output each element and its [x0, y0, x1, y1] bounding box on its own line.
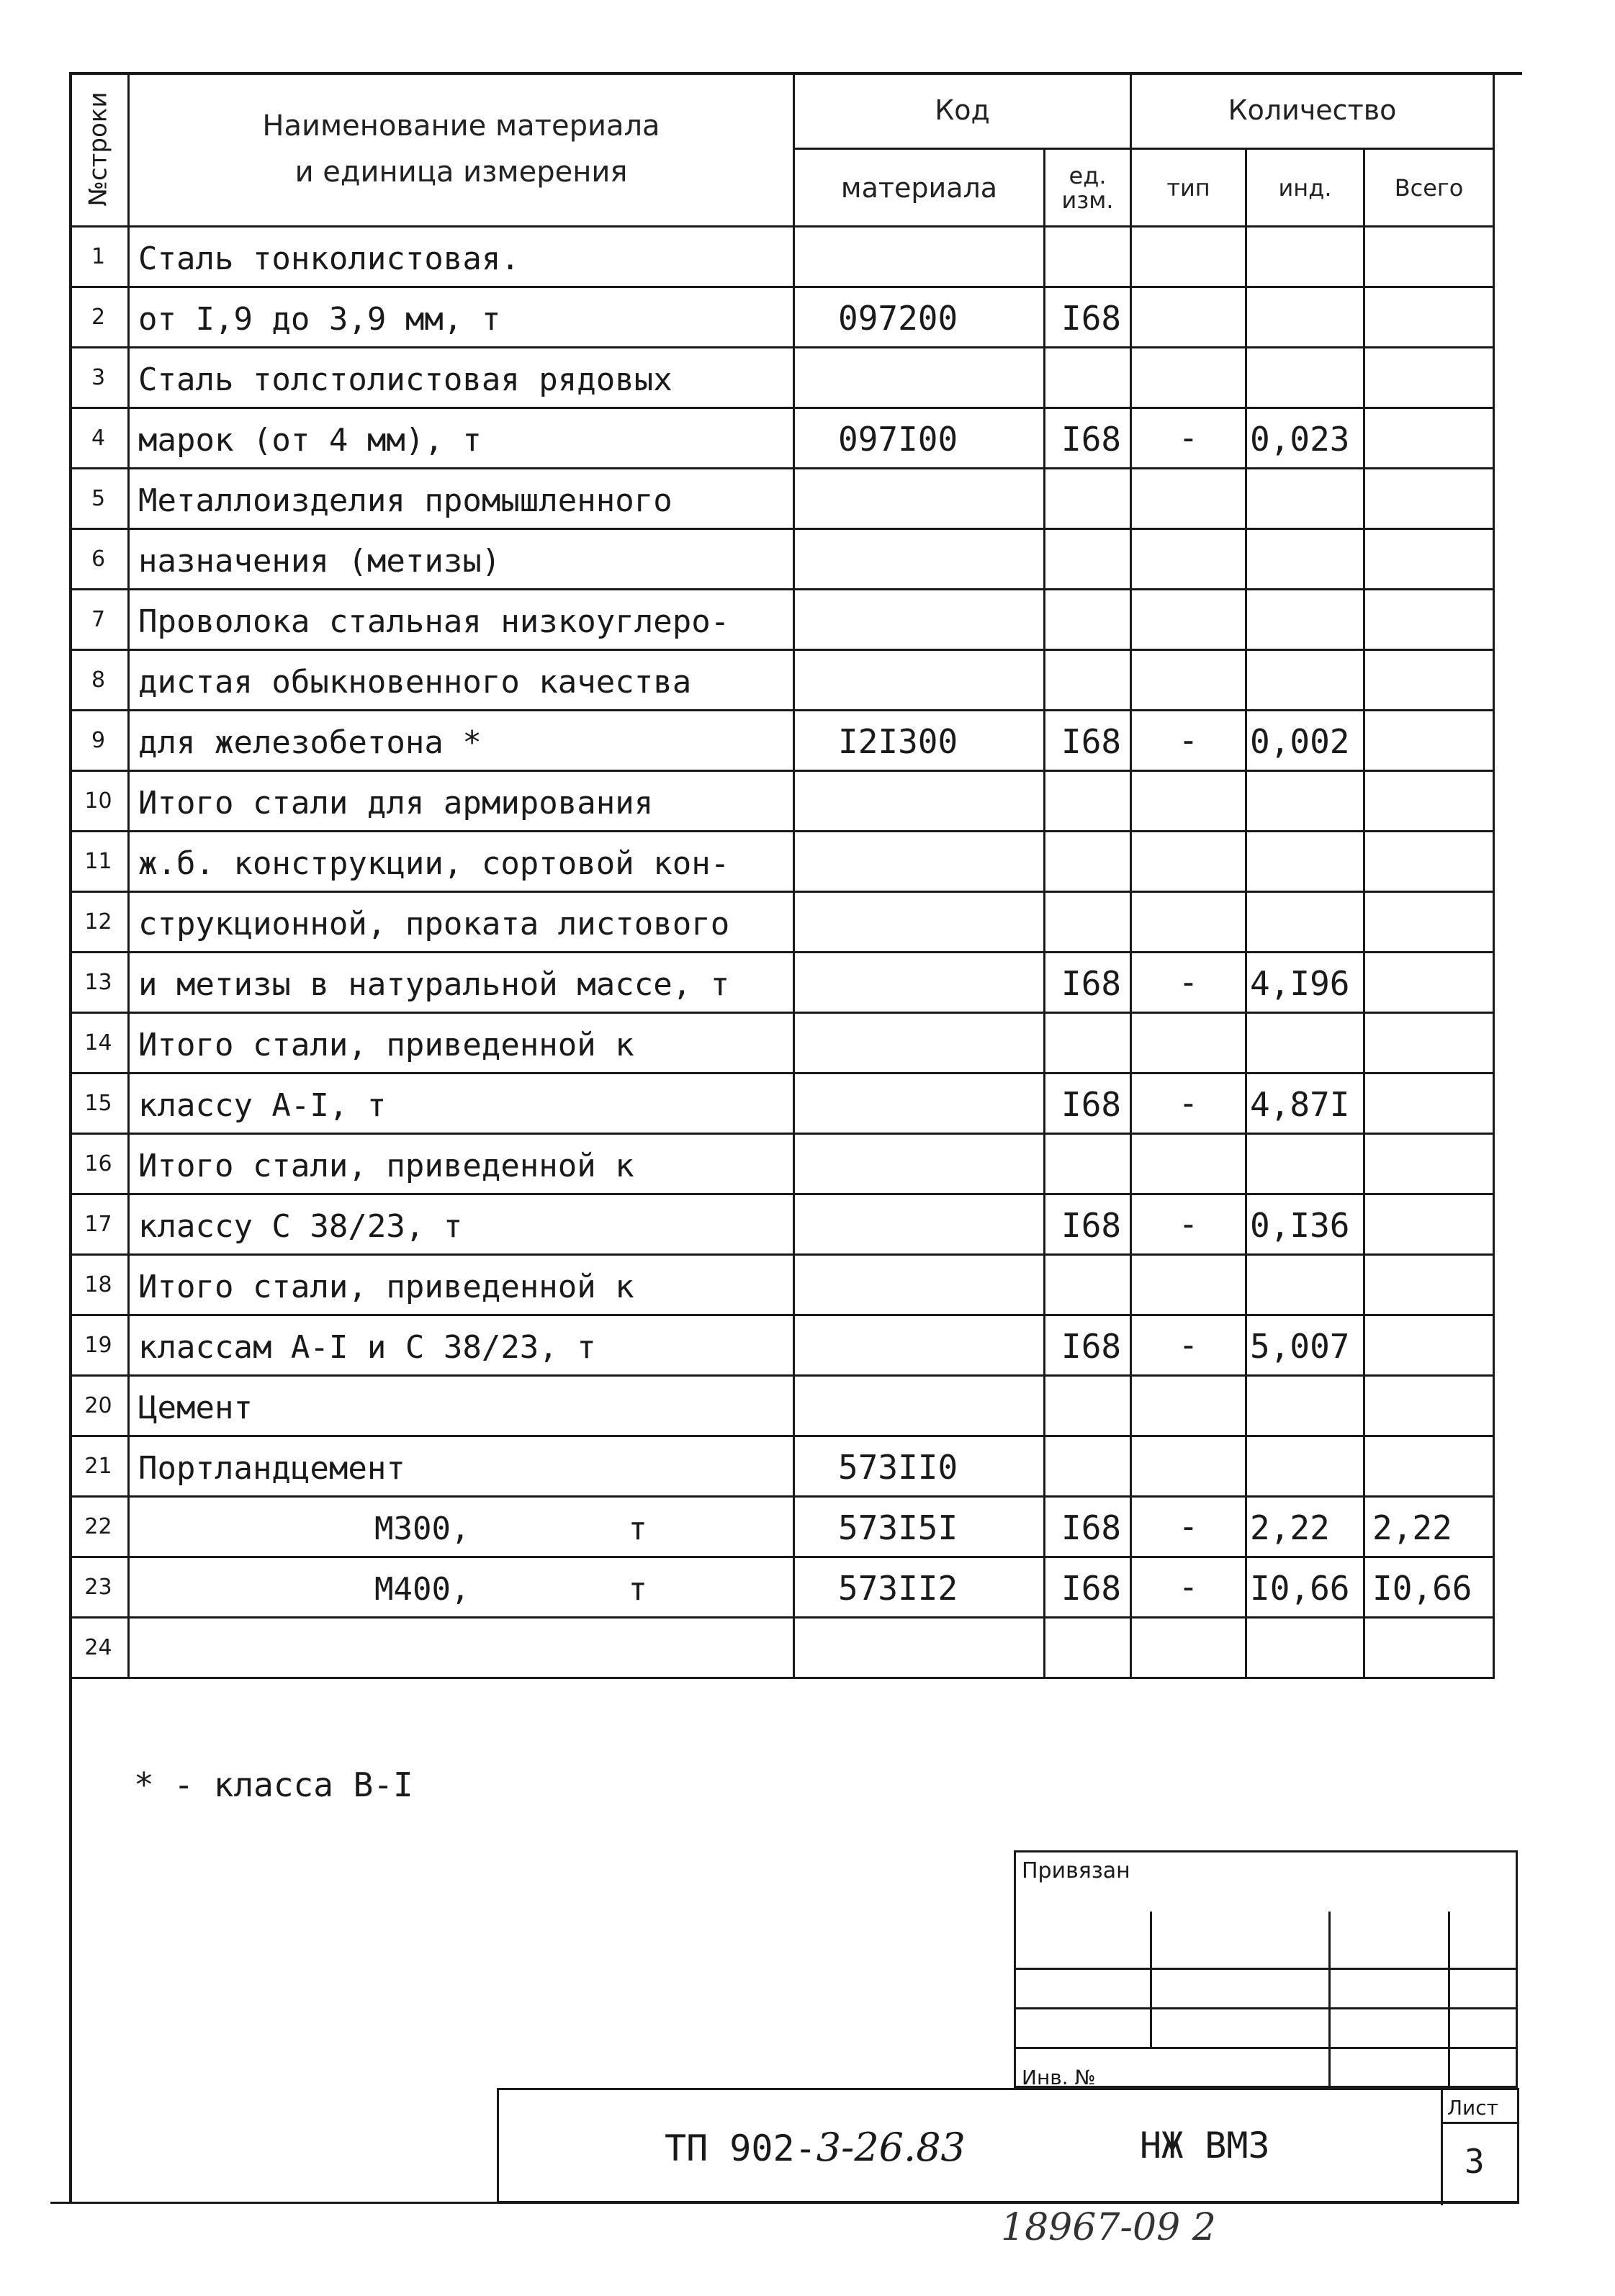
quantity-total [1365, 832, 1495, 893]
quantity-type [1132, 288, 1247, 348]
stamp-divider [1150, 1912, 1152, 2047]
material-name-text: классу А-I, т [138, 1087, 387, 1124]
material-name-text: Итого стали, приведенной к [138, 1148, 634, 1184]
material-name [130, 288, 795, 348]
material-name-text: Проволока стальная низкоуглеро- [138, 603, 730, 640]
quantity-type [1132, 832, 1247, 893]
material-name-text: от I,9 до 3,9 мм, т [138, 301, 501, 338]
unit-code [1045, 590, 1132, 651]
material-name [130, 1195, 795, 1256]
row-number: 17 [69, 1195, 130, 1256]
quantity-type [1132, 590, 1247, 651]
material-code: 573I5I [795, 1498, 1045, 1558]
material-code [795, 1074, 1045, 1135]
quantity-total [1365, 590, 1495, 651]
quantity-type: - [1132, 711, 1247, 772]
frame-bottom-border [50, 2202, 1519, 2204]
quantity-total [1365, 772, 1495, 832]
binding-stamp [1014, 1850, 1518, 2088]
material-code [795, 832, 1045, 893]
material-name-text: Итого стали, приведенной к [138, 1269, 634, 1305]
quantity-total [1365, 1377, 1495, 1437]
unit-code [1045, 469, 1132, 530]
stamp-inv-label: Инв. № [1022, 2066, 1096, 2089]
quantity-total [1365, 1135, 1495, 1195]
material-code [795, 348, 1045, 409]
quantity-type [1132, 228, 1247, 288]
material-name-text: Итого стали, приведенной к [138, 1027, 634, 1063]
row-number: 1 [69, 228, 130, 288]
material-code [795, 530, 1045, 590]
material-code: 573II0 [795, 1437, 1045, 1498]
unit-code [1045, 651, 1132, 711]
material-name-text: струкционной, проката листового [138, 906, 730, 942]
unit-code [1045, 530, 1132, 590]
document-designation-prefix: ТП 902- [665, 2128, 817, 2169]
material-name [130, 1074, 795, 1135]
material-name-unit: т [628, 1511, 647, 1547]
quantity-type [1132, 1377, 1247, 1437]
material-name [130, 1558, 795, 1619]
header-unit-line1: ед. [1069, 161, 1107, 189]
header-total-label: Всего [1394, 174, 1464, 202]
unit-code [1045, 1256, 1132, 1316]
row-number: 8 [69, 651, 130, 711]
sheet-number: 3 [1465, 2142, 1485, 2181]
quantity-ind: 0,023 [1247, 409, 1365, 469]
material-code [795, 1377, 1045, 1437]
unit-code [1045, 1135, 1132, 1195]
material-name-text: классу С 38/23, т [138, 1208, 463, 1245]
unit-code [1045, 1619, 1132, 1679]
unit-code: I68 [1045, 1498, 1132, 1558]
quantity-total [1365, 348, 1495, 409]
quantity-total [1365, 1256, 1495, 1316]
material-code [795, 1014, 1045, 1074]
quantity-ind [1247, 651, 1365, 711]
row-number: 3 [69, 348, 130, 409]
quantity-type: - [1132, 1316, 1247, 1377]
material-name-text: классам А-I и С 38/23, т [138, 1329, 596, 1366]
material-name [130, 1437, 795, 1498]
unit-code: I68 [1045, 1074, 1132, 1135]
unit-code [1045, 228, 1132, 288]
material-code [795, 651, 1045, 711]
header-quantity [1132, 72, 1495, 150]
material-name-text: Портландцемент [138, 1450, 405, 1487]
material-name [130, 348, 795, 409]
materials-table [69, 72, 1495, 1679]
quantity-total [1365, 288, 1495, 348]
row-number: 9 [69, 711, 130, 772]
header-code-material-label: материала [840, 171, 998, 204]
row-number: 6 [69, 530, 130, 590]
row-number: 18 [69, 1256, 130, 1316]
material-name-text: Итого стали для армирования [138, 785, 654, 821]
row-number: 5 [69, 469, 130, 530]
quantity-total: I0,66 [1365, 1558, 1495, 1619]
header-unit-line2: изм. [1061, 186, 1114, 214]
material-name-unit: т [628, 1571, 647, 1608]
sheet-label: Лист [1447, 2096, 1498, 2120]
quantity-type [1132, 1619, 1247, 1679]
quantity-total [1365, 1316, 1495, 1377]
row-number: 10 [69, 772, 130, 832]
header-type-label: тип [1166, 174, 1210, 202]
material-code [795, 590, 1045, 651]
material-code: 097I00 [795, 409, 1045, 469]
quantity-total [1365, 530, 1495, 590]
material-name-text: ж.б. конструкции, сортовой кон- [138, 845, 730, 882]
material-code [795, 1316, 1045, 1377]
quantity-type [1132, 772, 1247, 832]
quantity-type [1132, 893, 1247, 953]
unit-code: I68 [1045, 1558, 1132, 1619]
material-name [130, 1014, 795, 1074]
title-block [497, 2088, 1519, 2203]
row-number: 13 [69, 953, 130, 1014]
stamp-line [1016, 2007, 1516, 2009]
quantity-total [1365, 1437, 1495, 1498]
material-name-text: дистая обыкновенного качества [138, 664, 692, 701]
quantity-ind [1247, 228, 1365, 288]
unit-code [1045, 772, 1132, 832]
unit-code [1045, 832, 1132, 893]
handwritten-note: 18967-09 2 [1001, 2206, 1216, 2249]
material-name [130, 1256, 795, 1316]
material-name-text: М400, [374, 1571, 470, 1608]
material-name-text: марок (от 4 мм), т [138, 422, 482, 459]
material-name [130, 409, 795, 469]
header-type [1132, 150, 1247, 228]
quantity-total [1365, 228, 1495, 288]
header-code [795, 72, 1132, 150]
material-name-text: Сталь толстолистовая рядовых [138, 361, 672, 398]
material-code [795, 953, 1045, 1014]
material-name [130, 228, 795, 288]
header-ind-label: инд. [1278, 174, 1332, 202]
stamp-divider [1328, 1912, 1331, 2090]
unit-code: I68 [1045, 953, 1132, 1014]
header-total [1365, 150, 1495, 228]
quantity-ind [1247, 1256, 1365, 1316]
material-name [130, 893, 795, 953]
header-name-line2: и единица измерения [294, 155, 628, 189]
quantity-ind: 4,87I [1247, 1074, 1365, 1135]
quantity-type: - [1132, 1074, 1247, 1135]
quantity-total [1365, 1014, 1495, 1074]
material-name [130, 772, 795, 832]
row-number: 4 [69, 409, 130, 469]
quantity-ind [1247, 1619, 1365, 1679]
quantity-type: - [1132, 953, 1247, 1014]
quantity-type: - [1132, 409, 1247, 469]
quantity-ind: 5,007 [1247, 1316, 1365, 1377]
material-code [795, 1135, 1045, 1195]
header-row-number-label: №строки [84, 91, 113, 206]
quantity-type: - [1132, 1498, 1247, 1558]
row-number: 20 [69, 1377, 130, 1437]
quantity-type [1132, 1014, 1247, 1074]
row-number: 12 [69, 893, 130, 953]
material-name [130, 1316, 795, 1377]
row-number: 14 [69, 1014, 130, 1074]
material-name-text: для железобетона * [138, 724, 482, 761]
quantity-total [1365, 409, 1495, 469]
unit-code [1045, 893, 1132, 953]
material-name [130, 1619, 795, 1679]
row-number: 16 [69, 1135, 130, 1195]
header-name [130, 72, 795, 228]
sheet-box [1441, 2090, 1517, 2205]
material-name-text: Металлоизделия промышленного [138, 482, 672, 519]
material-name [130, 1135, 795, 1195]
row-number: 19 [69, 1316, 130, 1377]
material-name-text: назначения (метизы) [138, 543, 501, 580]
material-code [795, 228, 1045, 288]
unit-code [1045, 1437, 1132, 1498]
material-name [130, 1498, 795, 1558]
quantity-type: - [1132, 1558, 1247, 1619]
document-designation [665, 2125, 966, 2170]
material-code: 573II2 [795, 1558, 1045, 1619]
material-name [130, 651, 795, 711]
stamp-line [1016, 2047, 1516, 2049]
unit-code [1045, 1014, 1132, 1074]
quantity-ind [1247, 1437, 1365, 1498]
quantity-type: - [1132, 1195, 1247, 1256]
quantity-ind: 0,I36 [1247, 1195, 1365, 1256]
material-code [795, 772, 1045, 832]
material-code [795, 469, 1045, 530]
header-quantity-label: Количество [1228, 94, 1397, 126]
material-name [130, 469, 795, 530]
quantity-total [1365, 1195, 1495, 1256]
header-ind [1247, 150, 1365, 228]
material-code [795, 1256, 1045, 1316]
quantity-type [1132, 1135, 1247, 1195]
unit-code: I68 [1045, 711, 1132, 772]
quantity-type [1132, 530, 1247, 590]
footnote: * - класса В-I [134, 1765, 413, 1804]
quantity-total [1365, 1074, 1495, 1135]
unit-code: I68 [1045, 288, 1132, 348]
material-name [130, 832, 795, 893]
quantity-total [1365, 711, 1495, 772]
quantity-ind: 4,I96 [1247, 953, 1365, 1014]
sheet-box-divider [1443, 2122, 1517, 2124]
quantity-ind: 0,002 [1247, 711, 1365, 772]
quantity-ind: I0,66 [1247, 1558, 1365, 1619]
row-number: 11 [69, 832, 130, 893]
unit-code [1045, 348, 1132, 409]
header-unit [1045, 150, 1132, 228]
unit-code [1045, 1377, 1132, 1437]
quantity-type [1132, 1256, 1247, 1316]
quantity-ind [1247, 832, 1365, 893]
quantity-ind [1247, 590, 1365, 651]
material-code: 097200 [795, 288, 1045, 348]
material-name-text: Сталь тонколистовая. [138, 240, 520, 277]
quantity-ind [1247, 1377, 1365, 1437]
quantity-type [1132, 348, 1247, 409]
stamp-line [1016, 1968, 1516, 1970]
document-designation-handwritten: 3-26.83 [816, 2125, 966, 2170]
material-code [795, 1195, 1045, 1256]
quantity-ind: 2,22 [1247, 1498, 1365, 1558]
material-name-text: М300, [374, 1511, 470, 1547]
material-code [795, 1619, 1045, 1679]
material-name [130, 711, 795, 772]
quantity-type [1132, 1437, 1247, 1498]
material-name-text: Цемент [138, 1390, 253, 1426]
unit-code: I68 [1045, 409, 1132, 469]
row-number: 7 [69, 590, 130, 651]
row-number: 22 [69, 1498, 130, 1558]
header-code-label: Код [935, 94, 990, 126]
material-name [130, 953, 795, 1014]
document-code: НЖ ВМЗ [1140, 2125, 1270, 2166]
quantity-ind [1247, 530, 1365, 590]
row-number: 15 [69, 1074, 130, 1135]
quantity-ind [1247, 348, 1365, 409]
quantity-ind [1247, 1135, 1365, 1195]
quantity-total [1365, 953, 1495, 1014]
row-number: 24 [69, 1619, 130, 1679]
quantity-ind [1247, 288, 1365, 348]
unit-code: I68 [1045, 1316, 1132, 1377]
quantity-total: 2,22 [1365, 1498, 1495, 1558]
quantity-total [1365, 893, 1495, 953]
material-name [130, 1377, 795, 1437]
quantity-type [1132, 651, 1247, 711]
header-code-material [795, 150, 1045, 228]
stamp-divider [1448, 1912, 1450, 2090]
header-name-line1: Наименование материала [262, 109, 660, 143]
material-name [130, 590, 795, 651]
quantity-total [1365, 469, 1495, 530]
quantity-ind [1247, 1014, 1365, 1074]
material-name [130, 530, 795, 590]
header-row-number [69, 72, 130, 228]
stamp-bound-label: Привязан [1022, 1858, 1130, 1883]
quantity-ind [1247, 469, 1365, 530]
quantity-ind [1247, 772, 1365, 832]
material-code: I2I300 [795, 711, 1045, 772]
row-number: 21 [69, 1437, 130, 1498]
quantity-type [1132, 469, 1247, 530]
row-number: 2 [69, 288, 130, 348]
quantity-ind [1247, 893, 1365, 953]
material-code [795, 893, 1045, 953]
row-number: 23 [69, 1558, 130, 1619]
material-name-text: и метизы в натуральной массе, т [138, 966, 730, 1003]
unit-code: I68 [1045, 1195, 1132, 1256]
quantity-total [1365, 651, 1495, 711]
frame-left-border [69, 1725, 72, 2203]
quantity-total [1365, 1619, 1495, 1679]
